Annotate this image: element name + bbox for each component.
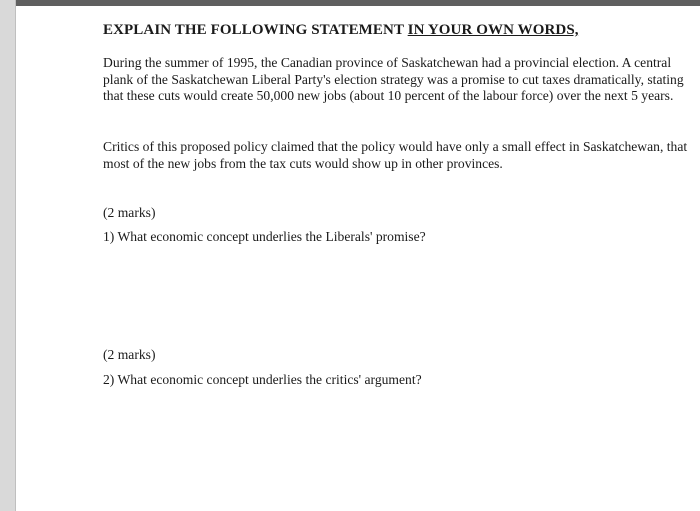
document-heading (103, 22, 688, 39)
heading-plain-text: EXPLAIN THE FOLLOWING STATEMENT (103, 22, 408, 38)
question-1-marks: (2 marks) (103, 205, 156, 220)
context-paragraph-1: During the summer of 1995, the Canadian province of Saskatchewan had a provincial election. A central plank of the Saskatchewan Liberal Party's election strategy was a promise to cut taxes dramatically, stating that these cuts would create 50,000 new jobs (about 10 percent of the labour force) over the next 5 years. (103, 55, 684, 103)
window-top-bar (0, 0, 700, 6)
question-2-marks: (2 marks) (103, 347, 156, 362)
question-2-text: 2) What economic concept underlies the critics' argument? (103, 372, 422, 387)
question-1-text: 1) What economic concept underlies the Liberals' promise? (103, 229, 426, 244)
heading-underlined-text: IN YOUR OWN WORDS, (407, 22, 579, 38)
left-margin-divider (15, 0, 16, 511)
context-paragraph-2: Critics of this proposed policy claimed that the policy would have only a small effect in Saskatchewan, that most of the new jobs from the tax cuts would show up in other provinces. (103, 139, 688, 171)
left-margin-bar (0, 0, 15, 511)
document-page (103, 22, 688, 387)
